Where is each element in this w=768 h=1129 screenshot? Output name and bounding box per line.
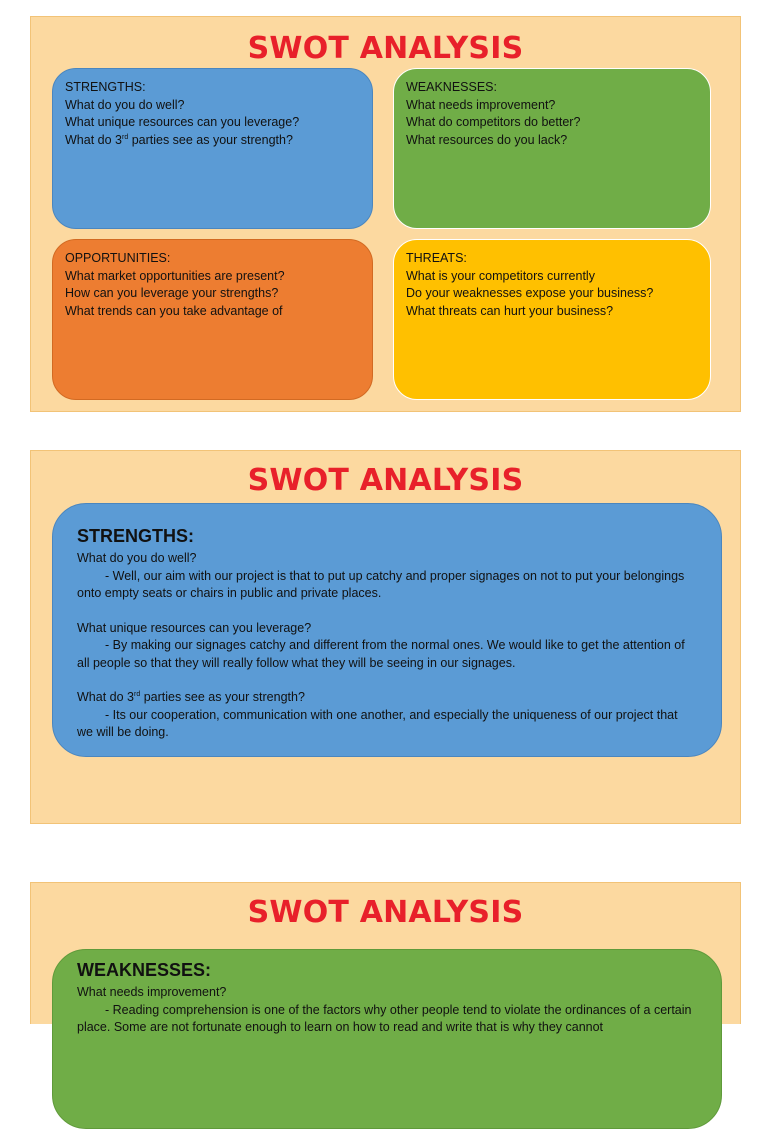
slide-title: SWOT ANALYSIS [247,31,524,66]
opportunities-heading: OPPORTUNITIES: [65,251,171,265]
slide-title: SWOT ANALYSIS [247,895,524,930]
strengths-question: What do you do well? [65,97,185,112]
threats-heading: THREATS: [406,251,467,265]
weaknesses-heading: WEAKNESSES: [77,960,212,980]
threats-box [393,239,711,400]
weaknesses-box [393,68,711,229]
slide-swot-overview [30,16,741,412]
threats-question: What threats can hurt your business? [406,303,614,318]
question: What do 3rd parties see as your strength? [77,690,305,704]
slide-weaknesses [30,882,741,1034]
weaknesses-heading: WEAKNESSES: [406,80,497,94]
weaknesses-question: What do competitors do better? [406,115,581,129]
opportunities-question: How can you leverage your strengths? [65,286,279,300]
slide-strengths [30,450,741,824]
slide-title: SWOT ANALYSIS [247,463,524,498]
answer: - By making our signages catchy and different from the normal ones. We would like to get the attention of all people so that they will really follow what they will be seeing in our signages. [77,638,685,670]
weaknesses-question: What needs improvement? [406,97,556,112]
opportunities-box [52,239,373,400]
question: What needs improvement? [77,985,227,999]
answer: - Reading comprehension is one of the factors why other people tend to violate the ordinances of a certain place. Some are not fortunate enough to learn on how to read and write that is why they cannot [77,1002,692,1034]
threats-question: What is your competitors currently [406,268,595,283]
weaknesses-detail-box [52,949,722,1129]
strengths-question: What do 3rd parties see as your strength? [65,132,293,147]
answer: - Well, our aim with our project is that to put up catchy and proper signages on not to put your belongings onto empty seats or chairs in public and private places. [77,568,685,600]
strengths-question: What unique resources can you leverage? [65,115,300,129]
answer: - Its our cooperation, communication with one another, and especially the uniqueness of our project that we will be doing. [77,707,678,739]
strengths-detail-box [52,503,722,757]
question: What do you do well? [77,551,197,565]
weaknesses-question: What resources do you lack? [406,132,568,147]
strengths-box [52,68,373,229]
question: What unique resources can you leverage? [77,620,312,635]
strengths-heading: STRENGTHS: [77,526,194,546]
threats-question: Do your weaknesses expose your business? [406,286,654,300]
opportunities-question: What market opportunities are present? [65,268,285,283]
opportunities-question: What trends can you take advantage of [65,303,283,318]
strengths-heading: STRENGTHS: [65,80,146,94]
